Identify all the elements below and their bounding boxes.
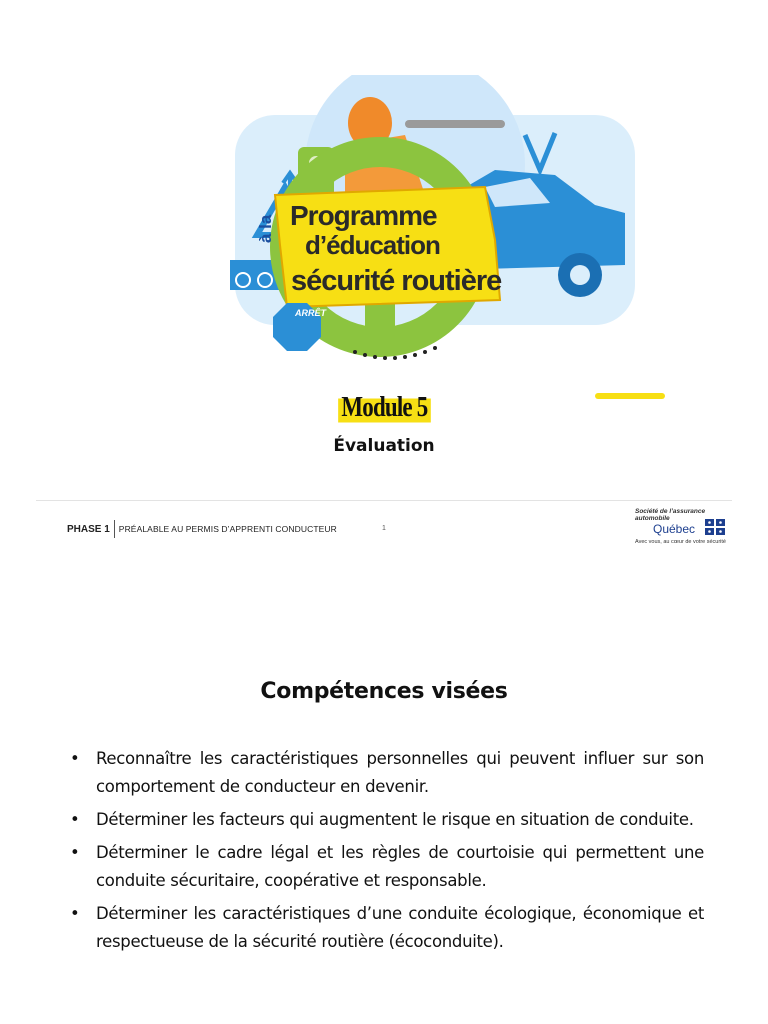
preamble-label: PRÉALABLE AU PERMIS D’APPRENTI CONDUCTEUR <box>118 524 337 534</box>
logo-title-line1: Programme <box>290 200 437 231</box>
module-label: Module 5 <box>338 392 430 424</box>
saaq-tagline: Avec vous, au cœur de votre sécurité <box>635 539 726 545</box>
slide-footer <box>67 520 337 538</box>
page-number: 1 <box>382 525 386 532</box>
logo-a-la: à la <box>256 214 275 243</box>
logo-title-line2: d’éducation <box>305 230 440 260</box>
competences-slide <box>0 560 768 1024</box>
list-item: • Déterminer les facteurs qui augmentent le risque en situation de conduite. <box>68 806 704 834</box>
list-item: • Reconnaître les caractéristiques personnelles qui peuvent influer sur son comportement de conducteur en devenir. <box>68 745 704 801</box>
logo-title-line3: sécurité routière <box>291 265 502 297</box>
stop-sign-text: ARRÊT <box>295 308 326 318</box>
saaq-quebec-wordmark: Québec <box>653 522 696 536</box>
slide-subtitle: Évaluation <box>333 436 435 456</box>
footer-divider <box>36 500 732 501</box>
slide-title: Compétences visées <box>260 679 508 704</box>
footer-separator <box>114 520 115 538</box>
program-logo <box>195 75 665 405</box>
saaq-agency-name: Société de l’assurance automobile <box>635 508 706 522</box>
saaq-logo <box>633 508 733 556</box>
list-item: • Déterminer le cadre légal et les règles de courtoisie qui permettent une conduite sécuritaire, coopérative et responsable. <box>68 839 704 895</box>
competences-list <box>68 745 704 961</box>
quebec-flag-icon <box>705 519 725 535</box>
phase-label: PHASE 1 <box>67 523 110 535</box>
module-label-container <box>0 392 768 424</box>
list-item: • Déterminer les caractéristiques d’une conduite écologique, économique et respectueuse de la sécurité routière (écoconduite). <box>68 900 704 956</box>
